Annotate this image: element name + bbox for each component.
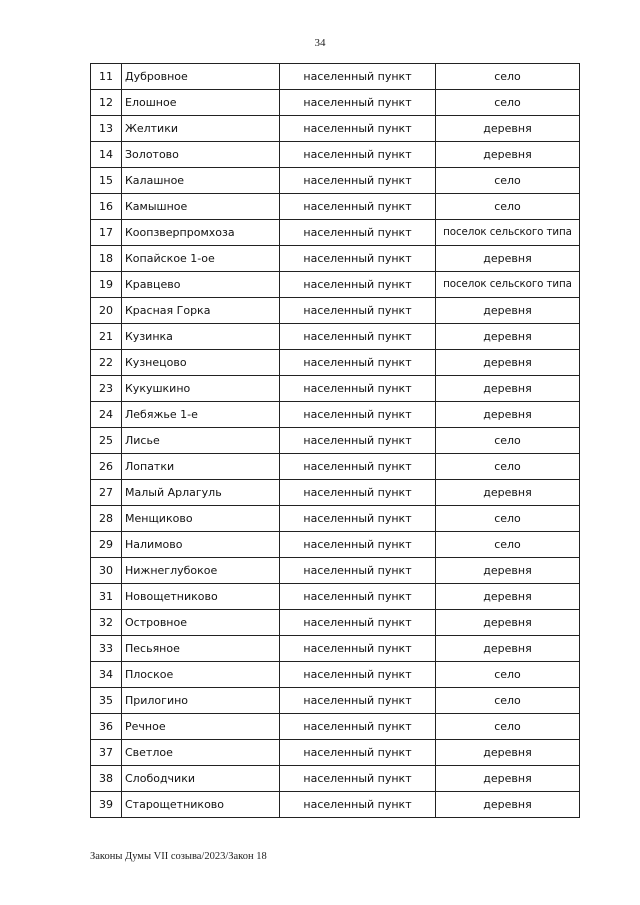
settlement-kind-cell: деревня — [436, 766, 580, 792]
settlement-kind-cell: деревня — [436, 636, 580, 662]
settlement-type-cell: населенный пункт — [280, 116, 436, 142]
row-number-cell: 22 — [91, 350, 122, 376]
row-number-cell: 20 — [91, 298, 122, 324]
settlement-name-cell: Малый Арлагуль — [122, 480, 280, 506]
settlement-type-cell: населенный пункт — [280, 350, 436, 376]
row-number-cell: 21 — [91, 324, 122, 350]
settlement-type-cell: населенный пункт — [280, 324, 436, 350]
row-number-cell: 36 — [91, 714, 122, 740]
row-number-cell: 37 — [91, 740, 122, 766]
table-row — [91, 272, 580, 298]
settlement-name-cell: Плоское — [122, 662, 280, 688]
settlement-kind-cell: деревня — [436, 740, 580, 766]
table-row — [91, 558, 580, 584]
settlement-kind-cell: село — [436, 194, 580, 220]
settlement-name-cell: Лопатки — [122, 454, 280, 480]
settlement-type-cell: населенный пункт — [280, 454, 436, 480]
row-number-cell: 11 — [91, 64, 122, 90]
settlements-table — [90, 63, 580, 818]
settlements-table-body — [91, 64, 580, 818]
settlement-name-cell: Калашное — [122, 168, 280, 194]
row-number-cell: 32 — [91, 610, 122, 636]
settlement-name-cell: Налимово — [122, 532, 280, 558]
settlement-name-cell: Слободчики — [122, 766, 280, 792]
settlement-kind-cell: деревня — [436, 402, 580, 428]
settlement-kind-cell: село — [436, 454, 580, 480]
settlement-type-cell: населенный пункт — [280, 688, 436, 714]
row-number-cell: 28 — [91, 506, 122, 532]
table-row — [91, 506, 580, 532]
settlement-name-cell: Желтики — [122, 116, 280, 142]
row-number-cell: 25 — [91, 428, 122, 454]
table-row — [91, 142, 580, 168]
table-row — [91, 376, 580, 402]
settlement-type-cell: населенный пункт — [280, 272, 436, 298]
settlement-kind-cell: село — [436, 714, 580, 740]
settlement-kind-cell: поселок сельского типа — [436, 272, 580, 298]
settlement-name-cell: Светлое — [122, 740, 280, 766]
settlement-name-cell: Кравцево — [122, 272, 280, 298]
settlement-type-cell: населенный пункт — [280, 532, 436, 558]
table-row — [91, 428, 580, 454]
settlement-name-cell: Золотово — [122, 142, 280, 168]
table-row — [91, 220, 580, 246]
row-number-cell: 27 — [91, 480, 122, 506]
settlement-type-cell: населенный пункт — [280, 428, 436, 454]
settlement-kind-cell: деревня — [436, 792, 580, 818]
settlement-kind-cell: деревня — [436, 116, 580, 142]
settlement-type-cell: населенный пункт — [280, 506, 436, 532]
settlement-name-cell: Нижнеглубокое — [122, 558, 280, 584]
settlement-kind-cell: село — [436, 506, 580, 532]
settlement-type-cell: населенный пункт — [280, 766, 436, 792]
settlement-type-cell: населенный пункт — [280, 480, 436, 506]
row-number-cell: 14 — [91, 142, 122, 168]
settlement-type-cell: населенный пункт — [280, 610, 436, 636]
settlement-type-cell: населенный пункт — [280, 584, 436, 610]
table-row — [91, 610, 580, 636]
page-number: 34 — [314, 37, 326, 49]
settlement-name-cell: Менщиково — [122, 506, 280, 532]
table-row — [91, 532, 580, 558]
settlement-kind-cell: село — [436, 428, 580, 454]
settlement-name-cell: Старощетниково — [122, 792, 280, 818]
settlement-name-cell: Дубровное — [122, 64, 280, 90]
row-number-cell: 31 — [91, 584, 122, 610]
settlement-name-cell: Коопзверпромхоза — [122, 220, 280, 246]
settlement-kind-cell: село — [436, 532, 580, 558]
row-number-cell: 26 — [91, 454, 122, 480]
settlement-type-cell: населенный пункт — [280, 662, 436, 688]
settlement-type-cell: населенный пункт — [280, 558, 436, 584]
settlement-kind-cell: деревня — [436, 246, 580, 272]
settlement-name-cell: Песьяное — [122, 636, 280, 662]
settlement-name-cell: Лебяжье 1-е — [122, 402, 280, 428]
table-row — [91, 168, 580, 194]
row-number-cell: 12 — [91, 90, 122, 116]
table-row — [91, 480, 580, 506]
table-row — [91, 194, 580, 220]
table-row — [91, 116, 580, 142]
settlement-kind-cell: деревня — [436, 376, 580, 402]
settlement-type-cell: населенный пункт — [280, 142, 436, 168]
settlement-kind-cell: деревня — [436, 558, 580, 584]
settlement-type-cell: населенный пункт — [280, 376, 436, 402]
table-row — [91, 636, 580, 662]
settlement-name-cell: Копайское 1-ое — [122, 246, 280, 272]
settlement-kind-cell: село — [436, 168, 580, 194]
row-number-cell: 17 — [91, 220, 122, 246]
settlement-type-cell: населенный пункт — [280, 168, 436, 194]
row-number-cell: 30 — [91, 558, 122, 584]
settlement-name-cell: Речное — [122, 714, 280, 740]
settlement-type-cell: населенный пункт — [280, 246, 436, 272]
settlement-kind-cell: село — [436, 64, 580, 90]
table-row — [91, 324, 580, 350]
settlement-name-cell: Кузнецово — [122, 350, 280, 376]
settlement-name-cell: Камышное — [122, 194, 280, 220]
row-number-cell: 39 — [91, 792, 122, 818]
table-row — [91, 740, 580, 766]
table-row — [91, 402, 580, 428]
settlement-type-cell: населенный пункт — [280, 636, 436, 662]
settlement-type-cell: населенный пункт — [280, 220, 436, 246]
settlement-kind-cell: деревня — [436, 298, 580, 324]
settlement-type-cell: населенный пункт — [280, 298, 436, 324]
settlement-kind-cell: деревня — [436, 610, 580, 636]
row-number-cell: 19 — [91, 272, 122, 298]
settlement-type-cell: населенный пункт — [280, 90, 436, 116]
settlement-kind-cell: деревня — [436, 584, 580, 610]
table-row — [91, 454, 580, 480]
row-number-cell: 23 — [91, 376, 122, 402]
settlement-name-cell: Красная Горка — [122, 298, 280, 324]
table-row — [91, 714, 580, 740]
table-row — [91, 90, 580, 116]
settlement-type-cell: населенный пункт — [280, 402, 436, 428]
table-row — [91, 350, 580, 376]
table-row — [91, 64, 580, 90]
settlement-name-cell: Лисье — [122, 428, 280, 454]
row-number-cell: 15 — [91, 168, 122, 194]
row-number-cell: 38 — [91, 766, 122, 792]
settlement-kind-cell: деревня — [436, 142, 580, 168]
row-number-cell: 24 — [91, 402, 122, 428]
settlement-kind-cell: село — [436, 90, 580, 116]
row-number-cell: 33 — [91, 636, 122, 662]
settlement-name-cell: Кукушкино — [122, 376, 280, 402]
row-number-cell: 16 — [91, 194, 122, 220]
table-row — [91, 688, 580, 714]
table-row — [91, 792, 580, 818]
settlement-type-cell: населенный пункт — [280, 740, 436, 766]
document-footer: Законы Думы VII созыва/2023/Закон 18 — [90, 851, 267, 862]
table-row — [91, 246, 580, 272]
row-number-cell: 18 — [91, 246, 122, 272]
settlement-kind-cell: село — [436, 662, 580, 688]
table-row — [91, 298, 580, 324]
settlement-kind-cell: деревня — [436, 324, 580, 350]
settlement-kind-cell: село — [436, 688, 580, 714]
row-number-cell: 35 — [91, 688, 122, 714]
settlement-name-cell: Островное — [122, 610, 280, 636]
settlement-kind-cell: поселок сельского типа — [436, 220, 580, 246]
table-row — [91, 584, 580, 610]
row-number-cell: 34 — [91, 662, 122, 688]
settlement-type-cell: населенный пункт — [280, 64, 436, 90]
settlement-name-cell: Кузинка — [122, 324, 280, 350]
settlement-name-cell: Елошное — [122, 90, 280, 116]
row-number-cell: 13 — [91, 116, 122, 142]
table-row — [91, 766, 580, 792]
settlement-type-cell: населенный пункт — [280, 792, 436, 818]
settlement-type-cell: населенный пункт — [280, 194, 436, 220]
table-row — [91, 662, 580, 688]
row-number-cell: 29 — [91, 532, 122, 558]
settlement-kind-cell: деревня — [436, 350, 580, 376]
settlement-name-cell: Прилогино — [122, 688, 280, 714]
settlement-type-cell: населенный пункт — [280, 714, 436, 740]
settlement-name-cell: Новощетниково — [122, 584, 280, 610]
settlement-kind-cell: деревня — [436, 480, 580, 506]
